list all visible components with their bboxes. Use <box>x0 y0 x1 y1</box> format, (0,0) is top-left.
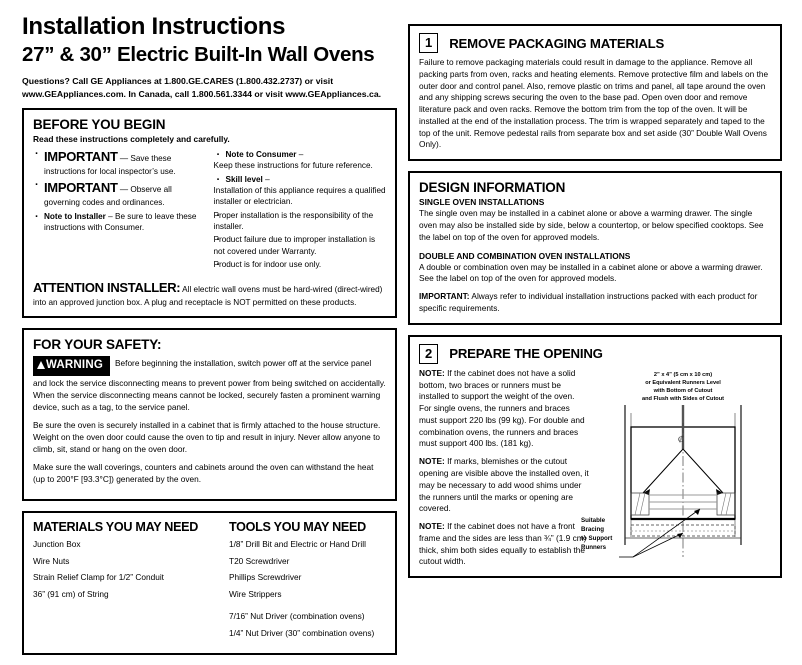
note-text: If marks, blemishes or the cutout opening are visible above the installed oven, it may be necessary to add wood shims under the runners until the marks or opening are covered. <box>419 456 589 514</box>
before-you-begin-box <box>22 108 397 318</box>
attention-installer-text: All electric wall ovens must be hard-wired (direct-wired) into an approved junction box. A plug and receptacle is NOT permitted on these products. <box>33 285 383 307</box>
step-2-header <box>419 344 771 364</box>
materials-tools-columns <box>33 520 386 645</box>
item-lead: Note to Installer <box>44 211 106 221</box>
list-item: 1/8” Drill Bit and Electric or Hand Drill <box>229 538 366 549</box>
item-text: · Product failure due to improper installation is not covered under Warranty. <box>213 235 376 256</box>
warning-badge <box>33 356 110 376</box>
step-2-figure <box>581 368 771 569</box>
item-text: Be sure to leave these instructions with Consumer. <box>44 211 197 232</box>
item-lead: Note to Consumer <box>225 150 297 160</box>
figure-caption-line-1: 2” x 4” (5 cm x 10 cm) <box>653 371 713 378</box>
materials-heading: MATERIALS YOU MAY NEED <box>33 519 199 534</box>
step-2-title: PREPARE THE OPENING <box>449 346 603 362</box>
item-lead: Skill level <box>225 174 263 184</box>
figure-caption <box>595 371 771 403</box>
centerline-symbol: ₡ <box>678 435 684 445</box>
list-item: 36” (91 cm) of String <box>33 589 109 600</box>
step-1-body: Failure to remove packaging materials could result in damage to the appliance. Remove all packing parts from oven, racks and heating elements. Remove protective film and labels on the outer door and control panel. Also, remove plastic on trims and panel, all tape around the oven and any shipping screws securing the oven to the base pad. Open oven door and remove literature pack and oven racks. Remove the bottom trim from the top of the oven. It will be installed at the end of the installation process. The trim is wrapped separately and taped to the top of the unit. Remove pedestal rails from separate box and set aside (30” Double Wall Ovens Only). <box>419 57 769 150</box>
single-oven-heading: SINGLE OVEN INSTALLATIONS <box>419 197 545 208</box>
attention-installer-note <box>33 279 386 308</box>
note-label: NOTE: <box>419 521 445 532</box>
note-label: NOTE: <box>419 367 445 378</box>
before-you-begin-right-col <box>215 148 387 272</box>
list-item: Wire Strippers <box>229 589 282 600</box>
design-information-heading: DESIGN INFORMATION <box>419 180 566 196</box>
item-text: Installation of this appliance requires a qualified installer or electrician. <box>213 186 386 207</box>
item-text: Observe all governing codes and ordinances. <box>44 185 172 208</box>
step-2-notes <box>419 368 595 569</box>
for-your-safety-heading: FOR YOUR SAFETY: <box>33 337 162 353</box>
for-your-safety-box <box>22 328 397 501</box>
figure-caption-line-4: and Flush with Sides of Cutout <box>641 396 725 403</box>
figure-caption-line-3: with Bottom of Cutout <box>653 387 713 394</box>
step-2-box <box>408 335 782 579</box>
single-oven-body: The single oven may be installed in a cabinet alone or above a warming drawer. The single oven may also be installed side by side, below a countertop, or below specified cooktops. See the label on top of the oven for approved models. <box>419 208 764 242</box>
item-dash: – <box>262 174 270 184</box>
left-column <box>22 14 397 665</box>
warning-triangle-icon <box>37 361 45 369</box>
page-title-line1: Installation Instructions <box>22 13 286 40</box>
design-important-label: IMPORTANT: <box>419 291 470 302</box>
materials-column <box>33 520 229 645</box>
contact-line-2: www.GEAppliances.com. In Canada, call 1.800.561.3344 or visit www.GEAppliances.ca. <box>22 88 382 99</box>
list-item: 7/16” Nut Driver (combination ovens) <box>229 611 365 622</box>
list-item: Strain Relief Clamp for 1/2” Conduit <box>33 572 164 583</box>
step-1-header <box>419 33 771 53</box>
design-important-note <box>419 291 771 315</box>
tools-column <box>229 520 386 645</box>
safety-paragraph-1 <box>33 354 386 413</box>
step-1-title: REMOVE PACKAGING MATERIALS <box>449 35 665 51</box>
bracing-label-line-4: Runners <box>581 543 607 551</box>
item-text: · Product is for indoor use only. <box>213 259 322 269</box>
list-item <box>215 234 387 257</box>
before-you-begin-heading: BEFORE YOU BEGIN <box>33 116 166 132</box>
bracing-label-line-2: Bracing <box>581 525 605 533</box>
note-text: If the cabinet does not have a front frame and the sides are less than ¾” (1.9 cm) thick, shim both sides equally to establish the cutout width. <box>419 521 587 567</box>
note-label: NOTE: <box>419 456 445 467</box>
list-item <box>215 174 387 208</box>
list-item: T20 Screwdriver <box>229 555 290 566</box>
step-1-box <box>408 24 782 161</box>
page-title-line2: 27” & 30” Electric Built-In Wall Ovens <box>22 42 375 66</box>
item-text: Save these instructions for local inspector’s use. <box>44 154 176 177</box>
before-you-begin-intro: Read these instructions completely and carefully. <box>33 133 230 144</box>
note-text: If the cabinet does not have a solid bottom, two braces or runners must be installed to support the weight of the oven. For single ovens, the runners and braces must support 220 lbs (99 kg). For double and combination ovens, the runners and braces must support 400 lbs. (181 kg). <box>419 367 585 449</box>
item-text: · Proper installation is the responsibility of the installer. <box>213 210 374 232</box>
list-item: Phillips Screwdriver <box>229 572 302 583</box>
before-you-begin-left-col <box>33 148 205 272</box>
materials-and-tools-box <box>22 511 397 655</box>
before-you-begin-columns <box>33 148 386 272</box>
figure-caption-line-2: or Equivalent Runners Level <box>645 379 721 386</box>
item-dash: — <box>117 185 131 195</box>
safety-paragraph-2: Be sure the oven is securely installed in a cabinet that is firmly attached to the house structure. Weight on the oven door could cause the oven to tip and result in injury. Never allow anyone to climb, sit, stand or hang on the oven door. <box>33 419 381 454</box>
before-you-begin-right-list <box>215 149 387 270</box>
item-dash: – <box>105 211 115 221</box>
item-lead: IMPORTANT <box>44 180 118 196</box>
list-item: Wire Nuts <box>33 555 70 566</box>
right-column <box>408 24 782 588</box>
double-oven-body: A double or combination oven may be installed in a cabinet alone or above a warming drawer. See the label on top of the oven for approved models. <box>419 261 763 284</box>
step-1-number: 1 <box>419 33 438 53</box>
item-text: Keep these instructions for future reference. <box>213 161 373 171</box>
safety-paragraph-3: Make sure the wall coverings, counters and cabinets around the oven can withstand the heat (up to 200°F [93.3°C]) generated by the oven. <box>33 461 374 484</box>
item-lead: IMPORTANT <box>44 149 118 165</box>
warning-badge-label: WARNING <box>46 359 103 372</box>
attention-installer-heading: ATTENTION INSTALLER: <box>33 280 181 296</box>
step-2-note-1 <box>419 368 589 450</box>
tools-heading: TOOLS YOU MAY NEED <box>229 519 366 534</box>
design-information-box <box>408 171 782 324</box>
list-item: 1/4” Nut Driver (30” combination ovens) <box>229 627 375 638</box>
list-item <box>215 259 387 270</box>
list-item <box>215 210 387 233</box>
suitable-bracing-label <box>581 517 629 552</box>
bracing-label-line-3: to Support <box>581 534 613 542</box>
list-item <box>33 148 205 177</box>
double-oven-heading: DOUBLE AND COMBINATION OVEN INSTALLATIONS <box>419 250 631 261</box>
list-item: Junction Box <box>33 538 81 549</box>
bracing-label-line-1: Suitable <box>581 517 606 525</box>
list-item <box>33 211 205 234</box>
list-item <box>33 179 205 208</box>
step-2-note-3 <box>419 521 589 568</box>
cabinet-cutout-diagram <box>581 405 771 565</box>
design-important-text: Always refer to individual installation instructions packed with each product for specific requirements. <box>419 291 758 313</box>
item-dash: — <box>117 154 131 164</box>
item-dash: – <box>296 150 304 160</box>
before-you-begin-left-list <box>33 148 205 233</box>
step-2-number: 2 <box>419 344 438 364</box>
step-2-note-2 <box>419 456 589 515</box>
list-item <box>215 149 387 172</box>
contact-info <box>22 75 397 100</box>
step-2-content <box>419 368 771 569</box>
contact-line-1: Questions? Call GE Appliances at 1.800.GE.CARES (1.800.432.2737) or visit <box>22 76 334 87</box>
safety-paragraph-1-text: Before beginning the installation, switch power off at the service panel and lock the service disconnecting means to prevent power from being switched on accidentally. When the service disconnecting means cannot be locked, securely fasten a prominent warning device, such as a tag, to the service panel. <box>33 358 386 412</box>
